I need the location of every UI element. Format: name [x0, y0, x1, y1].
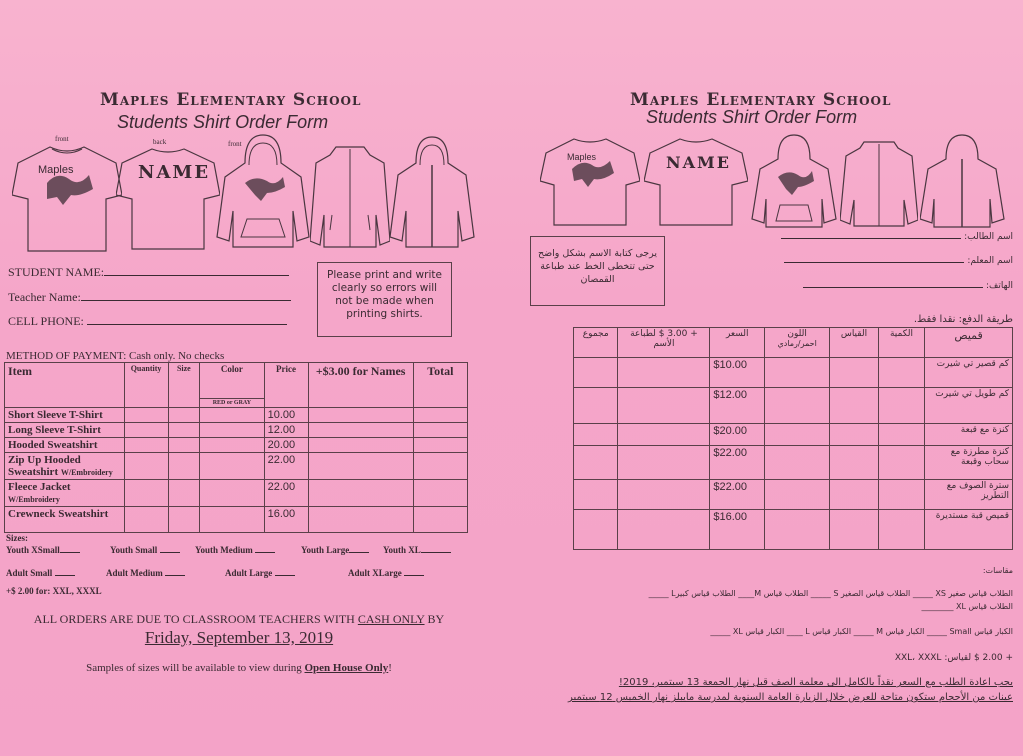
- color-cell[interactable]: [765, 510, 830, 550]
- total-cell[interactable]: [574, 424, 618, 446]
- samples-notice-ar: عينات من الأحجام ستكون متاحة للعرض خلال الزيارة العامة السنوية لمدرسة مايبلز نهار الخميس 12 سبتمبر: [567, 692, 1013, 703]
- total-cell[interactable]: [574, 358, 618, 388]
- names-cell[interactable]: [308, 507, 413, 533]
- total-cell[interactable]: [413, 480, 467, 507]
- size-youth-large[interactable]: Youth Large: [301, 545, 369, 555]
- item-cell-ar: كم قصير تي شيرت: [925, 358, 1013, 388]
- tshirt-back-name-ar: NAME: [666, 153, 731, 172]
- total-cell[interactable]: [574, 480, 618, 510]
- size-youth-xl[interactable]: Youth XL: [383, 545, 451, 555]
- size-adult-large[interactable]: Adult Large: [225, 568, 295, 578]
- table-row: [5, 423, 468, 438]
- teacher-name-label: Teacher Name:: [8, 290, 81, 304]
- names-cell[interactable]: [618, 358, 710, 388]
- print-clearly-note-ar: يرجى كتابة الاسم بشكل واضح حتى تتخطى الخط عند طباعة القمصان: [530, 236, 665, 306]
- color-cell[interactable]: [765, 358, 830, 388]
- sizes-label: Sizes:: [6, 533, 28, 543]
- item-cell-ar: كنزة مطرزة مع سحاب وقبعة: [925, 446, 1013, 480]
- color-cell[interactable]: [200, 423, 264, 438]
- table-row: [5, 408, 468, 423]
- zip-hoodie-icon: [920, 133, 1006, 229]
- tshirt-logo: Maples: [38, 164, 74, 176]
- item-hooded: Hooded Sweatshirt: [5, 438, 125, 453]
- quantity-cell[interactable]: [124, 438, 168, 453]
- table-row: [574, 480, 1013, 510]
- student-name-label: STUDENT NAME:: [8, 265, 105, 279]
- teacher-name-input-ar[interactable]: [784, 262, 964, 263]
- size-adult-medium[interactable]: Adult Medium: [106, 568, 185, 578]
- color-cell[interactable]: [200, 453, 264, 480]
- teacher-name-input[interactable]: [81, 300, 291, 301]
- price-cell: 10.00: [264, 408, 308, 423]
- cell-phone-field[interactable]: [8, 314, 287, 329]
- order-table-english: [4, 362, 468, 533]
- student-name-input-ar[interactable]: [781, 238, 961, 239]
- quantity-cell[interactable]: [878, 424, 924, 446]
- col-item-ar: قميص: [925, 328, 1013, 358]
- names-cell[interactable]: [308, 423, 413, 438]
- due-notice: ALL ORDERS ARE DUE TO CLASSROOM TEACHERS WITH CASH ONLY BY: [33, 612, 445, 626]
- names-cell[interactable]: [618, 480, 710, 510]
- size-cell[interactable]: [168, 480, 200, 507]
- names-cell[interactable]: [618, 424, 710, 446]
- names-cell[interactable]: [308, 453, 413, 480]
- tshirt-back-icon: [644, 135, 748, 227]
- tshirt-back-name: NAME: [138, 162, 211, 183]
- color-options: RED or GRAY: [200, 399, 264, 408]
- size-cell[interactable]: [168, 408, 200, 423]
- item-zip-hooded: Zip Up Hooded Sweatshirt W/Embroidery: [5, 453, 125, 480]
- tshirt-logo-ar: Maples: [567, 152, 597, 162]
- price-cell: $20.00: [710, 424, 765, 446]
- total-cell[interactable]: [574, 446, 618, 480]
- tshirt-back-icon: [116, 145, 220, 251]
- item-crewneck: Crewneck Sweatshirt: [5, 507, 125, 533]
- size-cell[interactable]: [168, 423, 200, 438]
- col-names-ar: + 3.00 $ لطباعة الأسم: [618, 328, 710, 358]
- color-cell[interactable]: [765, 446, 830, 480]
- size-cell[interactable]: [830, 358, 879, 388]
- table-row: [574, 446, 1013, 480]
- hoodie-icon: [215, 133, 310, 251]
- quantity-cell[interactable]: [124, 453, 168, 480]
- total-cell[interactable]: [574, 388, 618, 424]
- col-color-ar: اللون احمر/رمادي: [765, 328, 830, 358]
- tshirt-front-label: front: [55, 135, 69, 143]
- item-cell-ar: سترة الصوف مع التطريز: [925, 480, 1013, 510]
- size-surcharge: +$ 2.00 for: XXL, XXXL: [6, 586, 102, 596]
- item-long-sleeve: Long Sleeve T-Shirt: [5, 423, 125, 438]
- item-fleece: Fleece Jacket W/Embroidery: [5, 480, 125, 507]
- size-surcharge-ar: + 2.00 $ لقياس: XXL، XXXL: [894, 653, 1013, 663]
- phone-field-ar[interactable]: الهاتف:: [803, 281, 1013, 291]
- col-quantity-ar: الكمية: [878, 328, 924, 358]
- tshirt-front-icon: [540, 135, 640, 227]
- fleece-jacket-icon: [840, 140, 918, 228]
- teacher-name-field[interactable]: [8, 290, 291, 305]
- size-cell[interactable]: [830, 388, 879, 424]
- col-price-ar: السعر: [710, 328, 765, 358]
- color-cell[interactable]: [200, 480, 264, 507]
- quantity-cell[interactable]: [878, 480, 924, 510]
- quantity-cell[interactable]: [124, 423, 168, 438]
- table-row: [574, 388, 1013, 424]
- table-row: [5, 480, 468, 507]
- names-cell[interactable]: [618, 510, 710, 550]
- quantity-cell[interactable]: [878, 510, 924, 550]
- price-cell: 20.00: [264, 438, 308, 453]
- size-cell[interactable]: [830, 424, 879, 446]
- phone-input-ar[interactable]: [803, 287, 983, 288]
- color-cell[interactable]: [200, 408, 264, 423]
- cell-phone-input[interactable]: [87, 324, 287, 325]
- color-cell[interactable]: [765, 424, 830, 446]
- total-cell[interactable]: [413, 423, 467, 438]
- quantity-cell[interactable]: [124, 480, 168, 507]
- due-notice-ar: يجب اعادة الطلب مع السعر نقداً بالكامل الى معلمة الصف قبل نهار الجمعة 13 سبتمبر، 2019!: [618, 677, 1013, 688]
- total-cell[interactable]: [413, 438, 467, 453]
- color-cell[interactable]: [765, 388, 830, 424]
- color-cell[interactable]: [765, 480, 830, 510]
- size-cell[interactable]: [168, 507, 200, 533]
- total-cell[interactable]: [413, 507, 467, 533]
- adult-sizes-ar[interactable]: الكبار قياس Small _____ الكبار قياس M _____ الكبار قياس L ____ الكبار قياس XL _____: [710, 627, 1013, 636]
- col-quantity: Quantity: [124, 363, 168, 408]
- total-cell[interactable]: [413, 453, 467, 480]
- total-cell[interactable]: [413, 408, 467, 423]
- price-cell: $10.00: [710, 358, 765, 388]
- size-adult-small[interactable]: Adult Small: [6, 568, 75, 578]
- names-cell[interactable]: [308, 408, 413, 423]
- teacher-name-field-ar[interactable]: اسم المعلم:: [784, 256, 1013, 266]
- youth-sizes-line1-ar[interactable]: الطلاب قياس صغير XS _____ الطلاب قياس الصغير S _____ الطلاب قياس M____ الطلاب قياس كبيرL _____: [648, 589, 1013, 598]
- student-name-field-ar[interactable]: اسم الطالب:: [781, 232, 1013, 242]
- col-item: Item: [5, 363, 125, 408]
- tshirt-front-icon: [12, 143, 122, 253]
- size-cell[interactable]: [830, 510, 879, 550]
- table-row: [574, 358, 1013, 388]
- item-cell-ar: كم طويل تي شيرت: [925, 388, 1013, 424]
- col-color: Color: [200, 363, 264, 399]
- hoodie-icon: [750, 133, 838, 229]
- sizes-label-ar: مقاسات:: [982, 566, 1013, 575]
- size-youth-xsmall[interactable]: Youth XSmall: [6, 545, 80, 555]
- size-youth-small[interactable]: Youth Small: [110, 545, 180, 555]
- size-cell[interactable]: [830, 480, 879, 510]
- quantity-cell[interactable]: [878, 446, 924, 480]
- names-cell[interactable]: [618, 388, 710, 424]
- total-cell[interactable]: [574, 510, 618, 550]
- table-row: [574, 510, 1013, 550]
- price-cell: $22.00: [710, 480, 765, 510]
- color-cell[interactable]: [200, 507, 264, 533]
- samples-notice: Samples of sizes will be available to view during Open House Only!: [86, 662, 392, 674]
- names-cell[interactable]: [618, 446, 710, 480]
- quantity-cell[interactable]: [124, 507, 168, 533]
- col-price: Price: [264, 363, 308, 408]
- col-total-ar: مجموع: [574, 328, 618, 358]
- price-cell: $12.00: [710, 388, 765, 424]
- item-short-sleeve: Short Sleeve T-Shirt: [5, 408, 125, 423]
- item-cell-ar: قميص قبة مستديرة: [925, 510, 1013, 550]
- payment-method-ar: طريقة الدفع: نقدا فقط.: [913, 314, 1013, 325]
- col-size-ar: القياس: [830, 328, 879, 358]
- quantity-cell[interactable]: [878, 358, 924, 388]
- hoodie-front-label: front: [228, 140, 242, 148]
- names-cell[interactable]: [308, 480, 413, 507]
- quantity-cell[interactable]: [124, 408, 168, 423]
- price-cell: 22.00: [264, 453, 308, 480]
- price-cell: $16.00: [710, 510, 765, 550]
- order-table-arabic: [573, 327, 1013, 550]
- table-row: [5, 438, 468, 453]
- names-cell[interactable]: [308, 438, 413, 453]
- table-row: [5, 453, 468, 480]
- price-cell: $22.00: [710, 446, 765, 480]
- col-total: Total: [413, 363, 467, 408]
- size-youth-medium[interactable]: Youth Medium: [195, 545, 275, 555]
- student-name-field[interactable]: [8, 265, 289, 280]
- color-cell[interactable]: [200, 438, 264, 453]
- youth-sizes-line2-ar[interactable]: الطلاب قياس XL ________: [921, 602, 1013, 611]
- school-name-ar: Maples Elementary School: [630, 90, 892, 110]
- school-name: Maples Elementary School: [100, 90, 362, 110]
- zip-hoodie-icon: [390, 135, 475, 251]
- table-row: [5, 507, 468, 533]
- form-title-ar: Students Shirt Order Form: [646, 107, 858, 127]
- quantity-cell[interactable]: [878, 388, 924, 424]
- tshirt-back-label: back: [153, 138, 167, 146]
- cell-phone-label: CELL PHONE:: [8, 314, 84, 328]
- price-cell: 22.00: [264, 480, 308, 507]
- size-adult-xlarge[interactable]: Adult XLarge: [348, 568, 424, 578]
- fleece-jacket-icon: [310, 145, 390, 249]
- print-clearly-note: Please print and write clearly so errors will not be made when printing shirts.: [317, 262, 452, 337]
- form-title: Students Shirt Order Form: [117, 112, 329, 132]
- price-cell: 16.00: [264, 507, 308, 533]
- payment-method: METHOD OF PAYMENT: Cash only. No checks: [6, 350, 225, 362]
- col-names: +$3.00 for Names: [308, 363, 413, 408]
- due-date: Friday, September 13, 2019: [144, 628, 334, 647]
- price-cell: 12.00: [264, 423, 308, 438]
- item-cell-ar: كنزة مع قبعة: [925, 424, 1013, 446]
- size-cell[interactable]: [168, 438, 200, 453]
- size-cell[interactable]: [830, 446, 879, 480]
- student-name-input[interactable]: [104, 275, 289, 276]
- size-cell[interactable]: [168, 453, 200, 480]
- col-size: Size: [168, 363, 200, 408]
- table-row: [574, 424, 1013, 446]
